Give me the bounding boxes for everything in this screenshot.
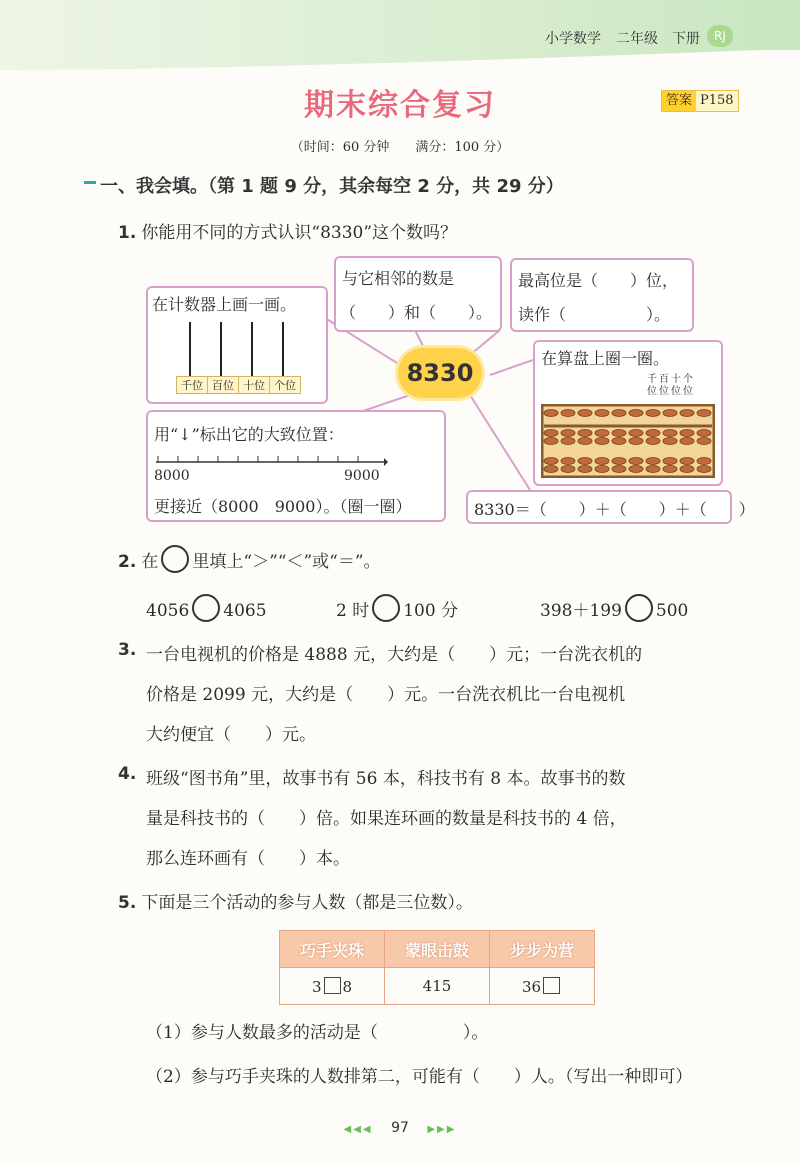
place-label: 百位 — [208, 377, 239, 393]
abacus-places-row1: 千百十个 — [647, 374, 695, 385]
header-grade: 二年级 — [616, 31, 658, 47]
q2-item-right: 4065 — [223, 601, 267, 621]
table-row — [280, 968, 595, 1005]
q3-number: 3. — [118, 640, 137, 660]
numline-label: 用“↓”标出它的大致位置： — [154, 425, 344, 444]
q5-text: 下面是三个活动的参与人数（都是三位数）。 — [141, 893, 473, 913]
q5-sub2: （2）参与巧手夹珠的人数排第二，可能有（ ）人。（写出一种即可） — [146, 1067, 693, 1087]
center-number-badge: 8330 — [398, 348, 482, 398]
expanded-form-text: 8330＝（ ）＋（ ）＋（ ） — [474, 500, 755, 519]
counter-label: 在计数器上画一画。 — [152, 295, 297, 314]
q1-number: 1. — [118, 223, 137, 243]
expanded-form-box — [466, 490, 755, 524]
q2-item-right: 100 分 — [403, 601, 459, 621]
header-subject: 小学数学 — [545, 31, 601, 47]
table-cell — [280, 968, 385, 1005]
numline-end: 9000 — [344, 468, 380, 484]
answer-circle[interactable] — [372, 594, 400, 622]
counter-box — [146, 286, 328, 404]
highest-digit-box — [510, 258, 694, 332]
q3-line: 大约便宜（ ）元。 — [146, 725, 316, 745]
place-label: 个位 — [274, 379, 296, 392]
q2-item-left: 2 时 — [336, 601, 370, 621]
q2-header — [118, 545, 381, 573]
abacus-label: 在算盘上圈一圈。 — [541, 349, 670, 368]
header-volume: 下册 — [672, 31, 700, 47]
left-arrows-icon: ◀◀◀ — [343, 1124, 373, 1135]
subtitle: （时间：60 分钟 满分：100 分） — [290, 140, 510, 155]
q5-number: 5. — [118, 893, 137, 913]
answer-page: P158 — [696, 91, 738, 111]
right-arrows-icon: ▶▶▶ — [427, 1124, 457, 1135]
table-header-row — [280, 931, 595, 968]
numline-closer: 更接近（8000 9000）。（圈一圈） — [154, 497, 412, 516]
neighbor-line1: 与它相邻的数是 — [342, 269, 455, 288]
table-header-cell: 蒙眼击鼓 — [385, 931, 490, 968]
answer-label: 答案 — [662, 91, 696, 111]
q3-line: 一台电视机的价格是 4888 元，大约是（ ）元；一台洗衣机的 — [146, 645, 643, 665]
q3-line: 价格是 2099 元，大约是（ ）元。一台洗衣机比一台电视机 — [146, 685, 626, 705]
highest-line2: 读作（ ）。 — [518, 305, 671, 324]
table-header-cell: 步步为营 — [490, 931, 595, 968]
q2-item-left: 4056 — [146, 601, 190, 621]
page-title: 期末综合复习 — [304, 88, 496, 123]
q2-text-pre: 在 — [141, 552, 159, 572]
q2-item — [336, 594, 458, 622]
neighbor-box — [334, 256, 502, 332]
q2-item — [146, 594, 267, 622]
abacus-box — [533, 340, 723, 486]
cell-digit: 8 — [342, 977, 353, 996]
abacus-places-row2: 位位位位 — [647, 386, 695, 397]
table-header-cell: 巧手夹珠 — [280, 931, 385, 968]
q2-item-right: 500 — [655, 601, 689, 621]
edition-badge: RJ — [707, 25, 733, 47]
page-footer — [0, 1120, 800, 1136]
place-label: 千位 — [177, 377, 208, 393]
q4-line: 量是科技书的（ ）倍。如果连环画的数量是科技书的 4 倍， — [146, 809, 627, 829]
answer-circle[interactable] — [192, 594, 220, 622]
counter-rods — [176, 318, 301, 378]
answer-circle[interactable] — [625, 594, 653, 622]
q1-text: 你能用不同的方式认识“8330”这个数吗？ — [141, 223, 458, 243]
q5-header — [118, 888, 473, 913]
q2-item-left: 398＋199 — [540, 601, 622, 621]
neighbor-line2: （ ）和（ ）。 — [340, 303, 493, 322]
q4-line: 班级“图书角”里，故事书有 56 本，科技书有 8 本。故事书的数 — [146, 769, 626, 789]
q2-number: 2. — [118, 552, 137, 572]
table-cell: 415 — [385, 968, 490, 1005]
place-label: 十位 — [239, 377, 270, 393]
blank-box[interactable] — [324, 977, 341, 994]
abacus-drawing — [541, 404, 715, 478]
number-line-box — [146, 410, 446, 522]
q4-line: 那么连环画有（ ）本。 — [146, 849, 350, 869]
q4-number: 4. — [118, 764, 137, 784]
table-cell — [490, 968, 595, 1005]
cell-digit: 3 — [311, 977, 322, 996]
q2-text-post: 里填上“＞”“＜”或“＝”。 — [192, 552, 381, 572]
q2-item — [540, 594, 688, 622]
highest-line1: 最高位是（ ）位， — [518, 271, 679, 290]
counter-base — [176, 376, 301, 394]
section-title: 一、我会填。（第 1 题 9 分，其余每空 2 分，共 29 分） — [100, 176, 564, 197]
cell-digit: 36 — [521, 977, 542, 996]
blank-box[interactable] — [543, 977, 560, 994]
page-number: 97 — [391, 1120, 409, 1136]
numline-start: 8000 — [154, 468, 190, 484]
abacus-places — [647, 374, 695, 398]
q5-sub1: （1）参与人数最多的活动是（ ）。 — [146, 1023, 489, 1043]
activity-table — [279, 930, 595, 1005]
circle-blank-icon — [161, 545, 189, 573]
